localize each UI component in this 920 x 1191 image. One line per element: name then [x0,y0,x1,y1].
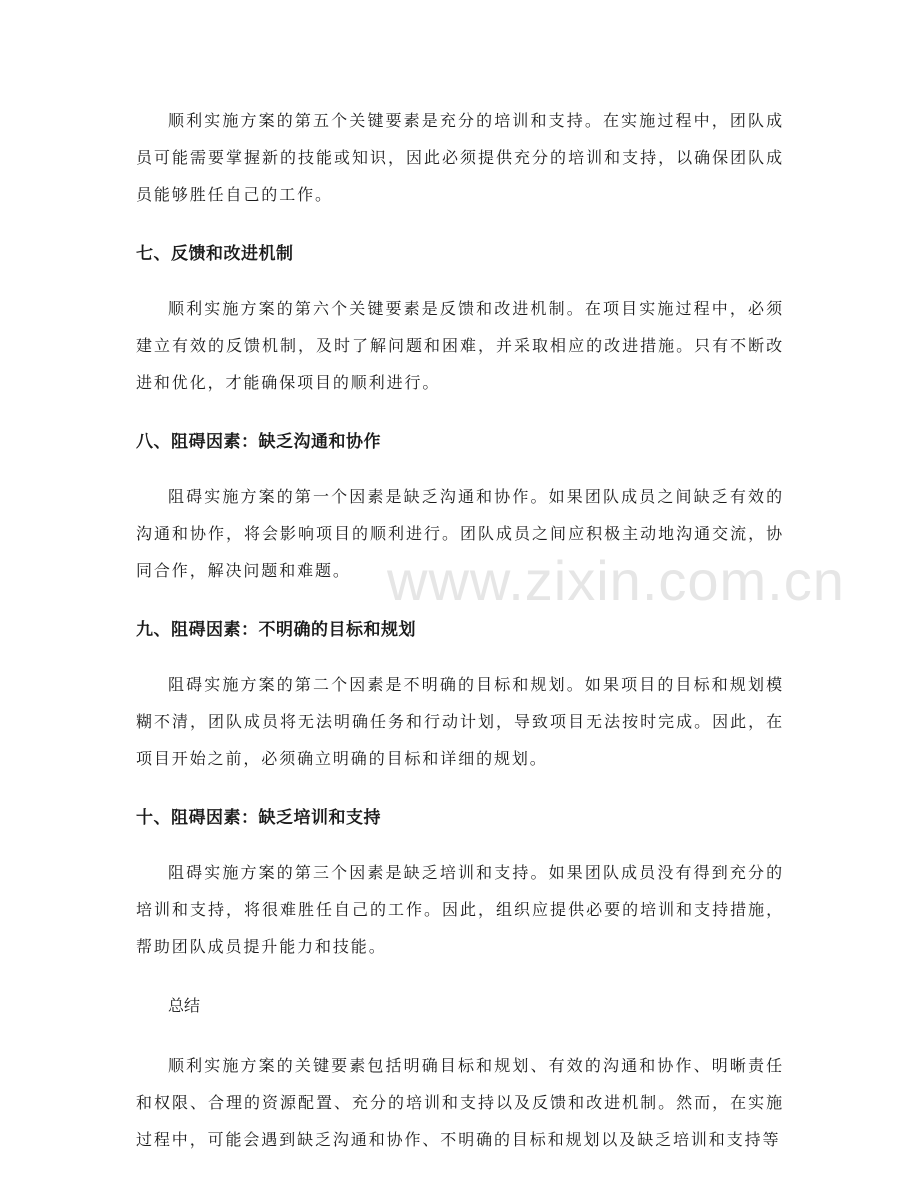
section-heading-10: 十、阻碍因素：缺乏培训和支持 [136,808,381,828]
paragraph-section-9: 阻碍实施方案的第二个因素是不明确的目标和规划。如果项目的目标和规划模糊不清，团队成员将无法明确任务和行动计划，导致项目无法按时完成。因此，在项目开始之前，必须确立明确的目标和详细的规划。 [136,675,784,768]
paragraph-section-7: 顺利实施方案的第六个关键要素是反馈和改进机制。在项目实施过程中，必须建立有效的反馈机制，及时了解问题和困难，并采取相应的改进措施。只有不断改进和优化，才能确保项目的顺利进行。 [136,299,784,392]
paragraph-intro: 顺利实施方案的第五个关键要素是充分的培训和支持。在实施过程中，团队成员可能需要掌握新的技能或知识，因此必须提供充分的培训和支持，以确保团队成员能够胜任自己的工作。 [136,111,784,204]
paragraph-section-8: 阻碍实施方案的第一个因素是缺乏沟通和协作。如果团队成员之间缺乏有效的沟通和协作，将会影响项目的顺利进行。团队成员之间应积极主动地沟通交流，协同合作，解决问题和难题。 [136,487,784,580]
section-heading-7: 七、反馈和改进机制 [136,244,294,264]
summary-label: 总结 [168,996,201,1015]
watermark: www.zixin.com.cn [387,549,845,612]
section-heading-8: 八、阻碍因素：缺乏沟通和协作 [136,432,381,452]
document-body [136,102,784,1185]
paragraph-summary: 顺利实施方案的关键要素包括明确目标和规划、有效的沟通和协作、明晰责任和权限、合理的资源配置、充分的培训和支持以及反馈和改进机制。然而，在实施过程中，可能会遇到缺乏沟通和协作、不明确的目标和规划以及缺乏培训和支持等 [136,1056,784,1149]
section-heading-9: 九、阻碍因素：不明确的目标和规划 [136,620,416,640]
paragraph-section-10: 阻碍实施方案的第三个因素是缺乏培训和支持。如果团队成员没有得到充分的培训和支持，将很难胜任自己的工作。因此，组织应提供必要的培训和支持措施，帮助团队成员提升能力和技能。 [136,863,784,956]
